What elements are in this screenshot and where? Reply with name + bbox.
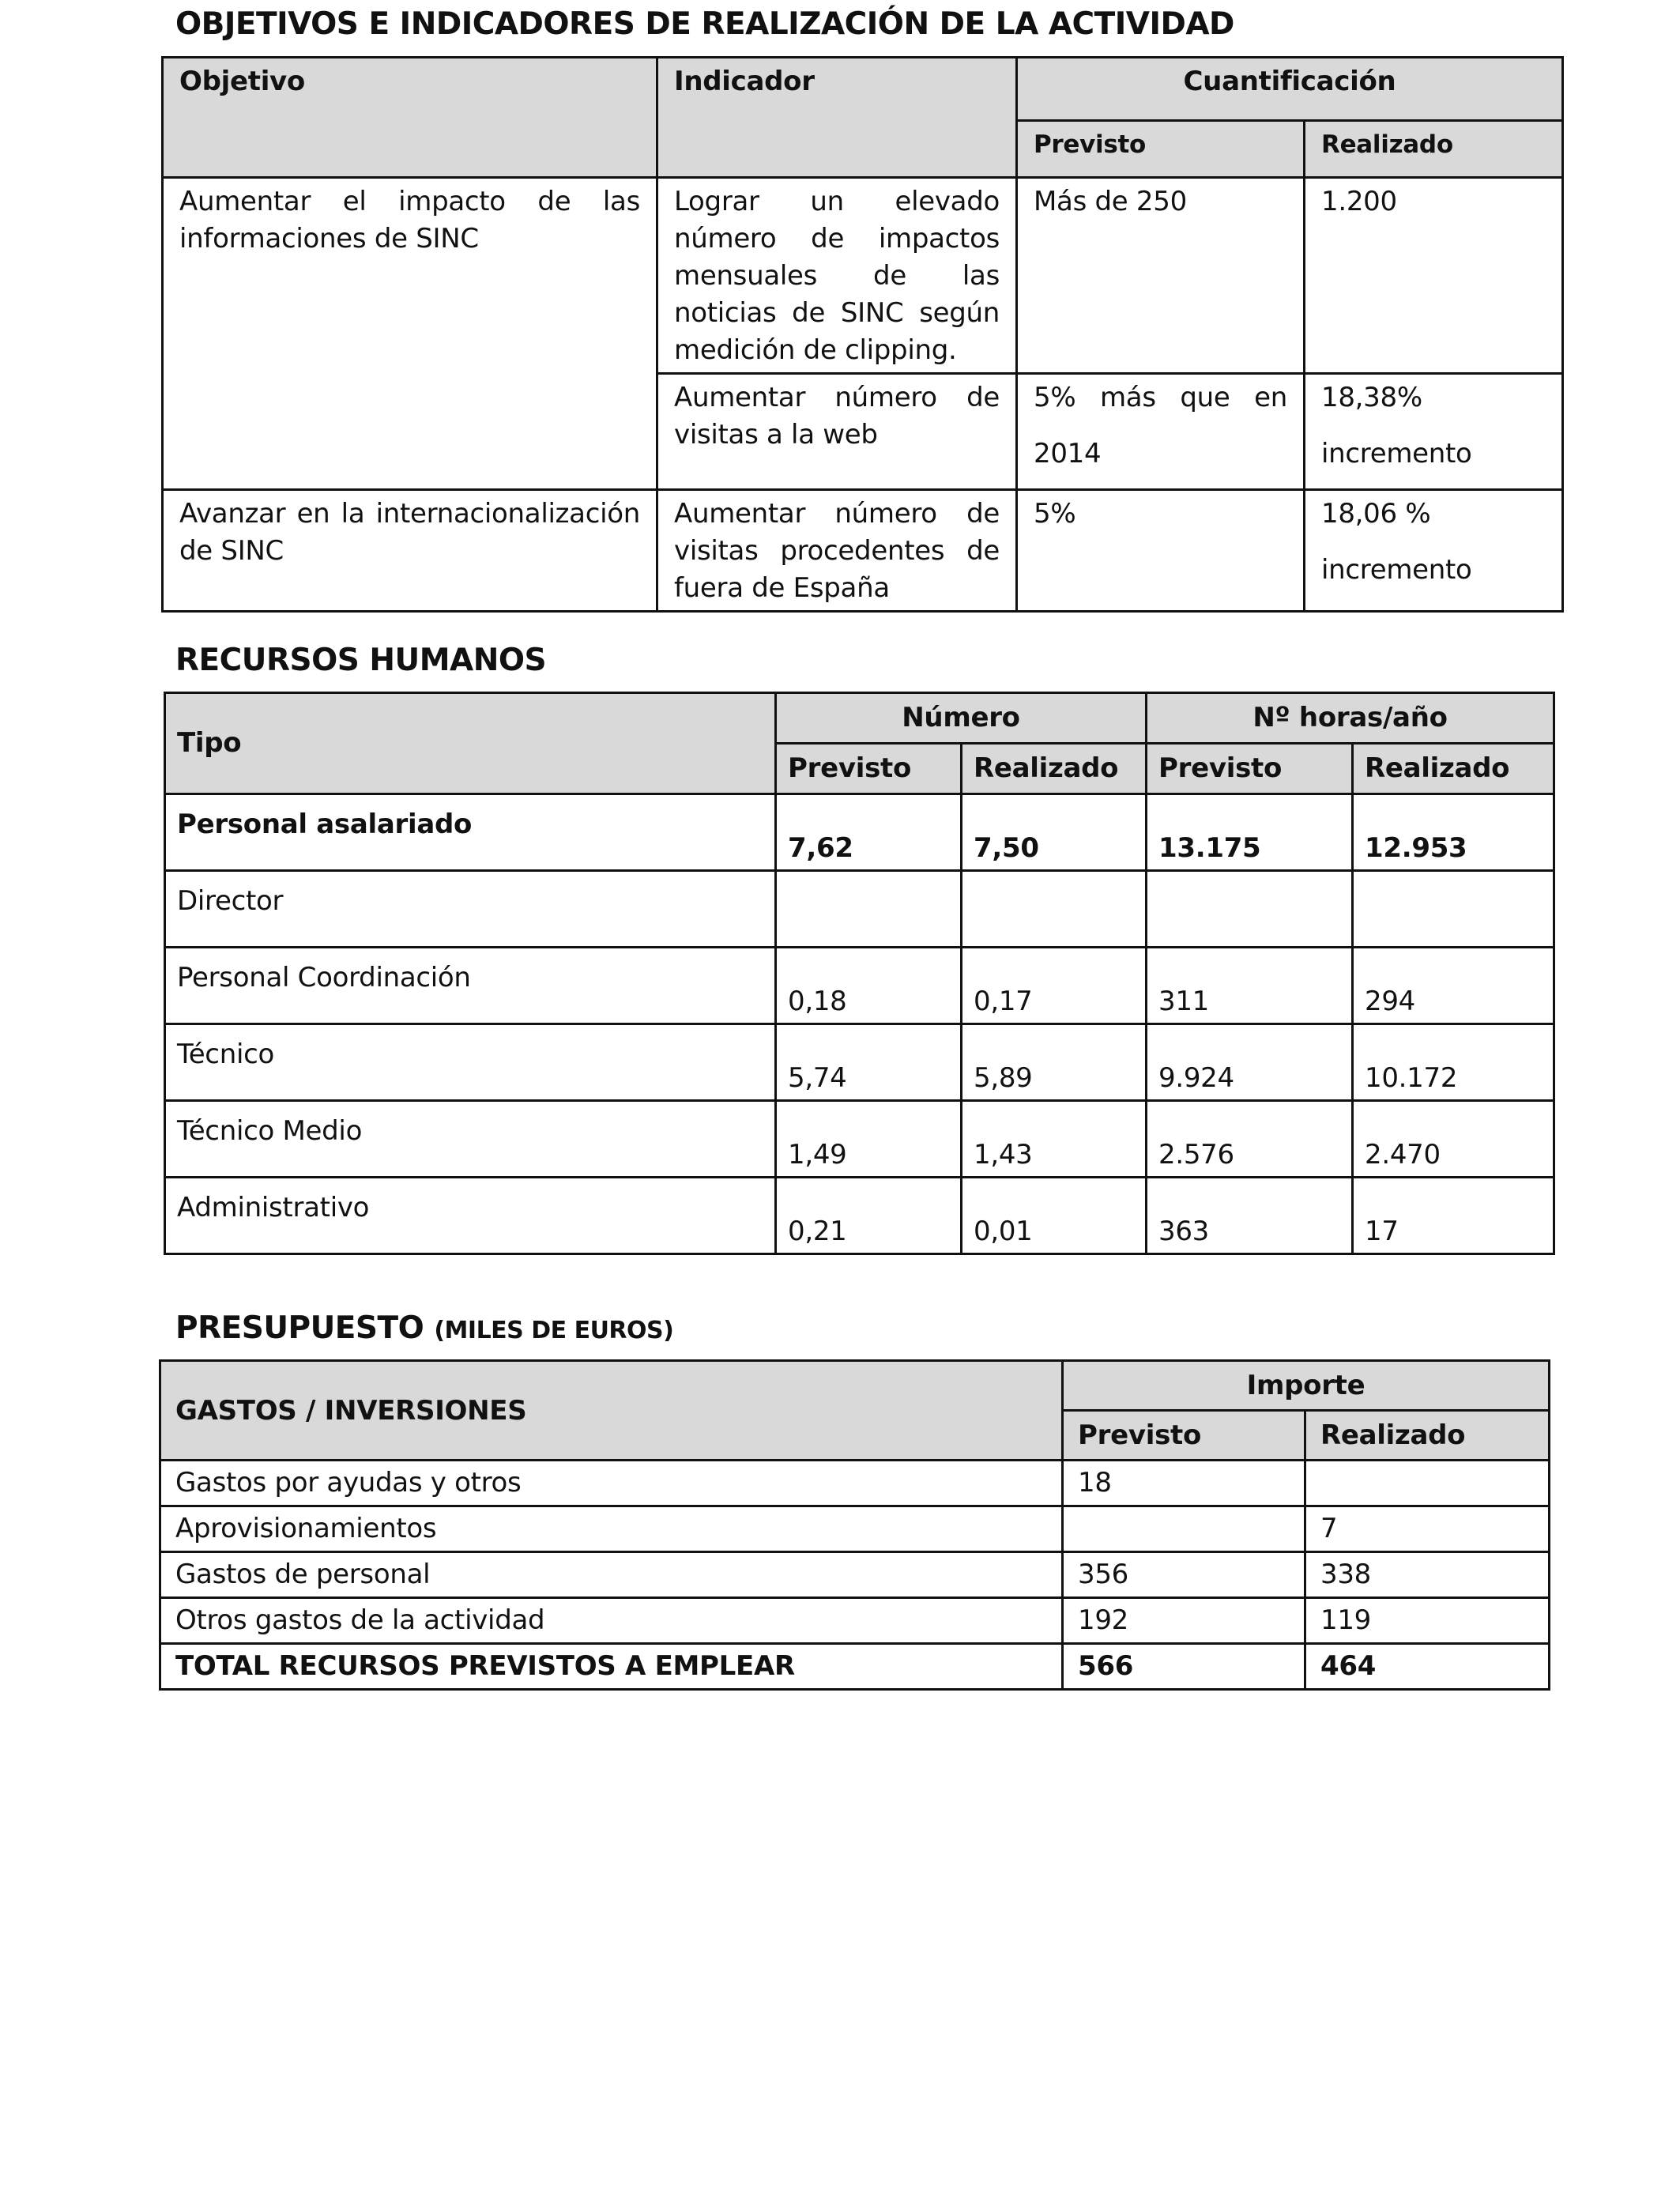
indicador-cell: Lograr un elevado número de impactos mensuales de las noticias de SINC según medición de clipping.	[657, 178, 1017, 374]
concepto-cell: Aprovisionamientos	[160, 1506, 1063, 1552]
previsto-line-1: 5% más que en	[1034, 382, 1287, 413]
table-row	[165, 794, 1554, 871]
previsto-cell: 18	[1063, 1461, 1305, 1506]
header-previsto: Previsto	[1017, 121, 1305, 178]
num-previsto-cell: 5,74	[776, 1024, 962, 1101]
table-row	[165, 1024, 1554, 1101]
table-row	[160, 1461, 1550, 1506]
total-realizado: 464	[1305, 1644, 1550, 1690]
concepto-cell: Otros gastos de la actividad	[160, 1598, 1063, 1644]
header-horas-realizado: Realizado	[1353, 744, 1554, 794]
table-row	[165, 871, 1554, 948]
num-realizado-cell: 0,17	[962, 948, 1147, 1024]
presupuesto-subtitle: (MILES DE EUROS)	[434, 1317, 674, 1344]
tipo-cell: Técnico	[165, 1024, 776, 1101]
concepto-cell: Gastos por ayudas y otros	[160, 1461, 1063, 1506]
tipo-cell: Personal Coordinación	[165, 948, 776, 1024]
header-numero: Número	[776, 693, 1147, 744]
horas-realizado-cell: 10.172	[1353, 1024, 1554, 1101]
horas-previsto-cell: 363	[1147, 1178, 1353, 1254]
horas-realizado-cell: 12.953	[1353, 794, 1554, 871]
horas-realizado-cell: 2.470	[1353, 1101, 1554, 1178]
realizado-line-1: 18,38%	[1321, 382, 1422, 413]
table-row	[160, 1552, 1550, 1598]
realizado-cell: 119	[1305, 1598, 1550, 1644]
header-gastos: GASTOS / INVERSIONES	[160, 1361, 1063, 1461]
objetivos-table	[161, 56, 1564, 613]
horas-previsto-cell: 311	[1147, 948, 1353, 1024]
table-row	[163, 178, 1563, 374]
num-realizado-cell: 1,43	[962, 1101, 1147, 1178]
horas-previsto-cell: 13.175	[1147, 794, 1353, 871]
realizado-line-1: 18,06 %	[1321, 498, 1431, 530]
num-previsto-cell: 1,49	[776, 1101, 962, 1178]
table-row	[160, 1598, 1550, 1644]
total-label: TOTAL RECURSOS PREVISTOS A EMPLEAR	[160, 1644, 1063, 1690]
realizado-line-2: incremento	[1321, 438, 1472, 469]
realizado-cell: 1.200	[1305, 178, 1563, 374]
num-realizado-cell	[962, 871, 1147, 948]
previsto-cell	[1017, 374, 1305, 490]
indicador-cell: Aumentar número de visitas a la web	[657, 374, 1017, 490]
indicador-cell: Aumentar número de visitas procedentes de fuera de España	[657, 490, 1017, 612]
horas-previsto-cell: 9.924	[1147, 1024, 1353, 1101]
header-horas: Nº horas/año	[1147, 693, 1554, 744]
tipo-cell: Administrativo	[165, 1178, 776, 1254]
total-previsto: 566	[1063, 1644, 1305, 1690]
previsto-line-2: 2014	[1034, 438, 1102, 469]
previsto-cell: 356	[1063, 1552, 1305, 1598]
objetivo-cell: Aumentar el impacto de las informaciones de SINC	[163, 178, 657, 490]
table-row	[165, 948, 1554, 1024]
num-previsto-cell: 7,62	[776, 794, 962, 871]
tipo-cell: Director	[165, 871, 776, 948]
realizado-line-2: incremento	[1321, 554, 1472, 586]
num-realizado-cell: 7,50	[962, 794, 1147, 871]
horas-realizado-cell: 294	[1353, 948, 1554, 1024]
total-row	[160, 1644, 1550, 1690]
header-previsto: Previsto	[1063, 1411, 1305, 1461]
horas-realizado-cell: 17	[1353, 1178, 1554, 1254]
num-previsto-cell: 0,18	[776, 948, 962, 1024]
header-realizado: Realizado	[1305, 121, 1563, 178]
previsto-cell	[1063, 1506, 1305, 1552]
concepto-cell: Gastos de personal	[160, 1552, 1063, 1598]
header-importe: Importe	[1063, 1361, 1550, 1411]
tipo-cell: Personal asalariado	[165, 794, 776, 871]
realizado-cell	[1305, 374, 1563, 490]
table-row	[165, 1178, 1554, 1254]
header-realizado: Realizado	[1305, 1411, 1550, 1461]
horas-previsto-cell	[1147, 871, 1353, 948]
horas-realizado-cell	[1353, 871, 1554, 948]
objetivos-title: OBJETIVOS E INDICADORES DE REALIZACIÓN DE LA ACTIVIDAD	[175, 6, 1234, 42]
header-numero-realizado: Realizado	[962, 744, 1147, 794]
presupuesto-table	[159, 1359, 1550, 1691]
tipo-cell: Técnico Medio	[165, 1101, 776, 1178]
realizado-cell: 338	[1305, 1552, 1550, 1598]
table-row	[165, 1101, 1554, 1178]
header-cuantificacion: Cuantificación	[1017, 58, 1563, 121]
num-previsto-cell: 0,21	[776, 1178, 962, 1254]
objetivo-cell: Avanzar en la internacionalización de SINC	[163, 490, 657, 612]
header-numero-previsto: Previsto	[776, 744, 962, 794]
horas-previsto-cell: 2.576	[1147, 1101, 1353, 1178]
num-realizado-cell: 0,01	[962, 1178, 1147, 1254]
recursos-humanos-table	[164, 692, 1555, 1255]
presupuesto-title-main: PRESUPUESTO	[175, 1310, 424, 1346]
realizado-cell: 7	[1305, 1506, 1550, 1552]
presupuesto-title	[175, 1310, 673, 1346]
header-tipo: Tipo	[165, 693, 776, 794]
realizado-cell	[1305, 1461, 1550, 1506]
num-realizado-cell: 5,89	[962, 1024, 1147, 1101]
table-row	[163, 490, 1563, 612]
table-row	[160, 1506, 1550, 1552]
header-objetivo: Objetivo	[163, 58, 657, 178]
realizado-cell	[1305, 490, 1563, 612]
header-indicador: Indicador	[657, 58, 1017, 178]
header-horas-previsto: Previsto	[1147, 744, 1353, 794]
previsto-cell: Más de 250	[1017, 178, 1305, 374]
recursos-humanos-title: RECURSOS HUMANOS	[175, 643, 547, 678]
previsto-cell: 5%	[1017, 490, 1305, 612]
num-previsto-cell	[776, 871, 962, 948]
previsto-cell: 192	[1063, 1598, 1305, 1644]
